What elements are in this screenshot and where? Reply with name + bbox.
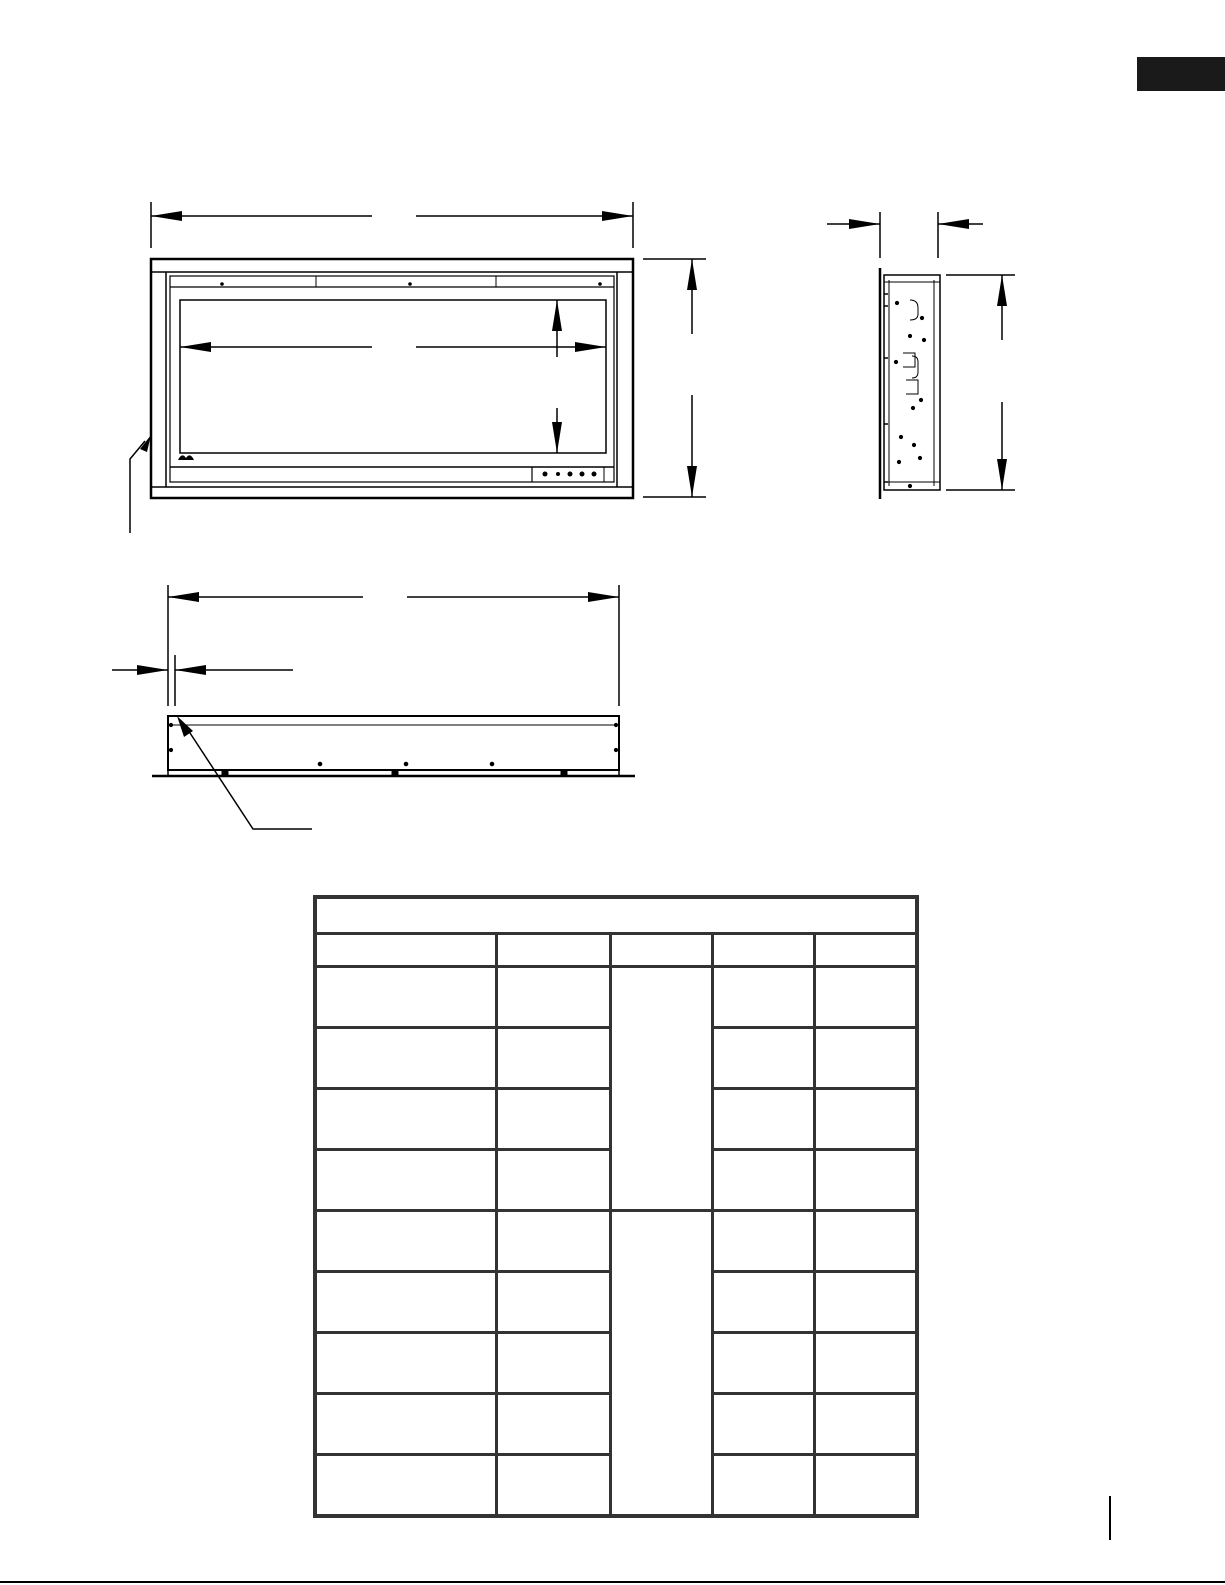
table-cell bbox=[713, 1455, 815, 1517]
table-cell bbox=[315, 1272, 496, 1333]
table-cell bbox=[713, 1150, 815, 1211]
table-header bbox=[815, 934, 917, 967]
table-cell bbox=[815, 967, 917, 1028]
spec-table bbox=[313, 895, 919, 1518]
page-number-divider bbox=[1109, 1496, 1111, 1540]
table-cell bbox=[496, 1028, 610, 1089]
table-header bbox=[713, 934, 815, 967]
table-cell bbox=[713, 1272, 815, 1333]
table-cell bbox=[713, 967, 815, 1028]
table-row bbox=[315, 1211, 917, 1272]
table-cell bbox=[496, 1333, 610, 1394]
page-bottom-rule bbox=[0, 1581, 1225, 1583]
table-cell bbox=[315, 1211, 496, 1272]
table-cell bbox=[815, 1272, 917, 1333]
table-cell bbox=[815, 1089, 917, 1150]
table-cell-merged bbox=[610, 1211, 713, 1517]
table-cell bbox=[496, 1394, 610, 1455]
table-cell bbox=[496, 1272, 610, 1333]
table-header bbox=[496, 934, 610, 967]
table-cell bbox=[713, 1089, 815, 1150]
table-cell bbox=[713, 1394, 815, 1455]
spec-table-title bbox=[315, 897, 917, 934]
front-view bbox=[130, 202, 706, 533]
table-cell bbox=[815, 1394, 917, 1455]
table-cell bbox=[496, 967, 610, 1028]
table-cell bbox=[315, 1333, 496, 1394]
table-header bbox=[610, 934, 713, 967]
table-cell bbox=[815, 1455, 917, 1517]
table-cell bbox=[815, 1028, 917, 1089]
table-cell bbox=[815, 1333, 917, 1394]
table-cell bbox=[496, 1455, 610, 1517]
table-cell bbox=[496, 1150, 610, 1211]
table-cell bbox=[315, 967, 496, 1028]
top-view bbox=[112, 585, 635, 829]
table-cell bbox=[496, 1211, 610, 1272]
side-view bbox=[827, 212, 1015, 499]
table-cell bbox=[713, 1028, 815, 1089]
table-row bbox=[315, 967, 917, 1028]
table-cell bbox=[713, 1333, 815, 1394]
table-cell bbox=[815, 1150, 917, 1211]
table-cell bbox=[315, 1028, 496, 1089]
table-cell bbox=[713, 1211, 815, 1272]
table-cell bbox=[815, 1211, 917, 1272]
table-header bbox=[315, 934, 496, 967]
table-cell-merged bbox=[610, 967, 713, 1211]
table-cell bbox=[315, 1394, 496, 1455]
table-cell bbox=[496, 1089, 610, 1150]
table-cell bbox=[315, 1455, 496, 1517]
table-cell bbox=[315, 1089, 496, 1150]
table-cell bbox=[315, 1150, 496, 1211]
